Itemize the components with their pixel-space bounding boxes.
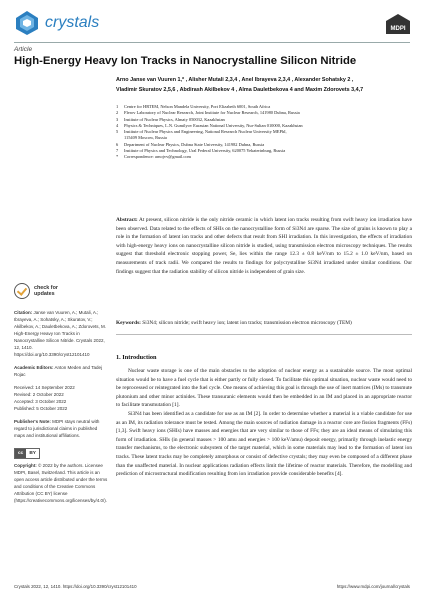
section-heading: 1. Introduction: [116, 354, 157, 361]
affiliation-item: 1 Centre for HRTEM, Nelson Mandela University, Port Elizabeth 6001, South Africa: [116, 104, 271, 109]
author-line[interactable]: Vladimir Skuratov 2,5,6 , Abdirash Akilbekov 4 , Alma Dauletbekova 4 and Maxim Zdorovets 3,4,7: [116, 86, 364, 93]
page-footer: [14, 584, 410, 589]
affiliation-item: 4 Physics & Techniques, L.N. Gumilyov Eurasian National University, Nur-Sultan 010000, Kazakhstan: [116, 122, 303, 128]
cc-by-badge[interactable]: cc BY: [14, 448, 40, 459]
paragraph: Si3N4 has been identified as a candidate for use as an IM [2]. In order to determine whether a material is a viable candidate for use as an IM, its radiation tolerance must be tested. Among the main sources of radiation damage in a reactor core are fission fragments (FFs) [1,3]. Swift heavy ions (SHIs) have masses and energies that are very similar to those of FFs; they are an ideal means of simulating this form of irradiation. SHIs (in general masses > 100 amu and energies > 100 keV/amu) deposit energy, primarily through inelastic energy transfer mechanisms, to the electronic subsystem of the target material, which in some materials may lead to the formation of latent ion tracks. These latent tracks may be completely amorphous or consist of defective crystals; they may even be composed of a different phase than the unaffected material. In nuclear applications radiation effects limit the lifetime of reactor materials. Therefore, the modelling and prediction of microstructural modification resulting from ion irradiation provide considerable benefits [4].: [116, 410, 412, 478]
copyright: Copyright: © 2022 by the authors. Licensee MDPI, Basel, Switzerland. This article is an open access article distributed under the terms and conditions of the Creative Commons Attribution (CC BY) license (https://creativecommons.org/licenses/by/4.0/).: [14, 463, 108, 503]
affiliation-item: 6 Department of Nuclear Physics, Dubna State University, 141982 Dubna, Russia: [116, 141, 265, 147]
keywords-text: Si3N4; silicon nitride; swift heavy ion; latent ion tracks; transmission electron microscopy (TEM): [142, 320, 352, 326]
revised-date: Revised: 2 October 2022: [14, 392, 64, 397]
crystal-icon: [14, 10, 40, 36]
affiliation-item: 115409 Moscow, Russia: [124, 135, 167, 141]
author-line[interactable]: Arno Janse van Vuuren 1,* , Alisher Mutali 2,3,4 , Anel Ibrayeva 2,3,4 , Alexander Sohatsky 2 ,: [116, 77, 354, 83]
affiliations: [116, 104, 412, 161]
author-list: [116, 76, 412, 95]
article-title: High-Energy Heavy Ion Tracks in Nanocrystalline Silicon Nitride: [14, 55, 357, 67]
journal-logo[interactable]: [14, 10, 99, 36]
sidebar: [14, 283, 108, 510]
published-date: Published: 5 October 2022: [14, 406, 68, 411]
paragraph: Nuclear waste storage is one of the main obstacles to the adoption of nuclear energy as a sustainable source. The most optimal situation would be to have a fuel cycle that is either partly or fully closed. To facilitate this optimal situation, nuclear waste would need to be reprocessed or reintegrated into the fuel cycle. One means of achieving this goal is through the use of inert matrices (IMs) to transmute plutonium and other minor actinides. These transuranic elements would then be embedded in an IM and placed in an appropriate reactor to facilitate transmutation [1].: [116, 368, 412, 409]
page-header: [14, 8, 410, 40]
citation: Citation: Janse van Vuuren, A.; Mutali, A.; Ibrayeva, A.; Sohatsky, A.; Skuratov, V.; Akilbekov, A.; Dauletbekova, A.; Zdorovets, M. High-Energy Heavy Ion Tracks in Nanocrystalline Silicon Nitride. Crystals 2022, 12, 1410. https://doi.org/10.3390/cryst12101410: [14, 310, 106, 357]
academic-editors: Academic Editors: Anton Meden and Tadej Rojac: [14, 365, 102, 377]
article-type: Article: [14, 46, 33, 53]
received-date: Received: 14 September 2022: [14, 385, 75, 390]
check-for-updates-button[interactable]: check for updates: [14, 283, 108, 299]
footer-citation[interactable]: Crystals 2022, 12, 1410. https://doi.org/10.3390/cryst12101410: [14, 584, 137, 589]
publication-dates: [14, 384, 108, 412]
correspondence[interactable]: * Correspondence: arnojvv@gmail.com: [116, 154, 191, 160]
svg-text:MDPI: MDPI: [390, 26, 406, 32]
keywords-label: Keywords:: [116, 320, 141, 326]
affiliation-item: 2 Flerov Laboratory of Nuclear Research, Joint Institute for Nuclear Research, 141980 Dubna, Russia: [116, 110, 300, 116]
affiliation-item: 7 Institute of Physics and Technology, Ural Federal University, 620075 Yekaterinburg, Russia: [116, 148, 286, 154]
publisher-note: Publisher's Note: MDPI stays neutral with regard to jurisdictional claims in published maps and institutional affiliations.: [14, 419, 100, 438]
introduction-body: [116, 367, 412, 479]
footer-journal-link[interactable]: https://www.mdpi.com/journal/crystals: [336, 584, 410, 589]
abstract-text: At present, silicon nitride is the only nitride ceramic in which latent ion tracks resulting from swift heavy ion irradiation have been observed. Data related to the effects of SHIs on the nanocrystalline form of Si3N4 are sparse. The size of grains is known to play a role in the formation of latent ion tracks and other defects that result from SHI irradiation. In this investigation, the effects of irradiation with high-energy heavy ions on nanocrystalline silicon nitride is studied, using transmission electron microscopy techniques. The results suggest that threshold electronic stopping power, Se, lies within the range 12.3 ± 0.8 keV/nm to 15.2 ± 1.0 keV/nm, based on measurements of track radii. We compared the results to findings for polycrystalline Si3N4 irradiated under similar conditions. Our findings suggest that the radiation stability of silicon nitride is independent of grain size.: [116, 217, 413, 275]
accepted-date: Accepted: 3 October 2022: [14, 399, 67, 404]
keywords: [116, 319, 412, 327]
header-divider: [14, 42, 410, 43]
abstract: [116, 216, 412, 276]
mdpi-logo[interactable]: [386, 14, 410, 34]
check-updates-icon: [14, 283, 30, 299]
section-divider: [116, 334, 412, 335]
journal-name: crystals: [45, 14, 100, 31]
affiliation-item: 3 Institute of Nuclear Physics, Almaty 050032, Kazakhstan: [116, 116, 225, 122]
affiliation-item: 5 Institute of Nuclear Physics and Engineering, National Research Nuclear University MEPhI,: [116, 129, 287, 135]
abstract-label: Abstract:: [116, 217, 138, 223]
